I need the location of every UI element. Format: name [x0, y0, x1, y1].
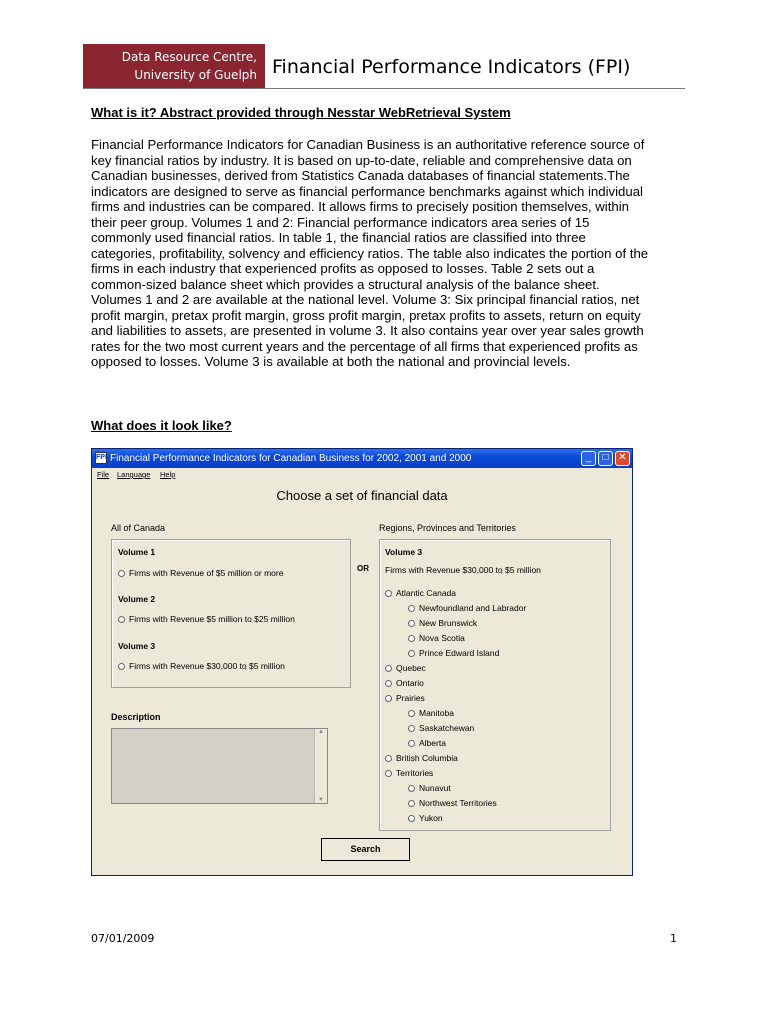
- window-title: Financial Performance Indicators for Canadian Business for 2002, 2001 and 2000: [110, 453, 472, 464]
- search-button[interactable]: Search: [321, 838, 410, 861]
- abstract-line: their peer group. Volumes 1 and 2: Financial performance indicators area series of 15: [91, 214, 590, 230]
- page-number: 1: [670, 932, 677, 945]
- radio-icon[interactable]: [408, 800, 415, 807]
- radio-label: Alberta: [419, 738, 446, 748]
- abstract-line: key financial ratios by industry. It is based on up-to-date, reliable and comprehensive data on: [91, 152, 632, 168]
- regional-volume-3-title: Volume 3: [385, 547, 423, 557]
- abstract-line: Financial Performance Indicators for Canadian Business is an authoritative reference source of: [91, 137, 645, 152]
- radio-nunavut[interactable]: [408, 783, 451, 793]
- radio-icon[interactable]: [408, 815, 415, 822]
- radio-icon[interactable]: [385, 755, 392, 762]
- radio-label: New Brunswick: [419, 618, 478, 628]
- radio-ontario[interactable]: [385, 678, 424, 688]
- radio-icon[interactable]: [118, 663, 125, 670]
- menu-help[interactable]: Help: [160, 470, 176, 479]
- maximize-icon[interactable]: □: [598, 451, 613, 466]
- radio-nova-scotia[interactable]: [408, 633, 465, 643]
- radio-label: Northwest Territories: [419, 798, 497, 808]
- radio-icon[interactable]: [118, 570, 125, 577]
- radio-label: Nunavut: [419, 783, 451, 793]
- abstract-line: opposed to losses. Volume 3 is available at both the national and provincial levels.: [91, 354, 571, 369]
- volume-1-title: Volume 1: [118, 547, 156, 557]
- radio-label: Ontario: [396, 678, 424, 688]
- window-titlebar[interactable]: [92, 449, 632, 468]
- abstract-line: rates for the two most current years and the percentage of all firms that experienced profits as: [91, 338, 638, 354]
- radio-volume-3-national[interactable]: [118, 661, 285, 671]
- radio-territories[interactable]: [385, 768, 433, 778]
- organization-box: [83, 44, 265, 88]
- section-heading-what-is-it: What is it? Abstract provided through Nesstar WebRetrieval System: [91, 105, 511, 120]
- radio-label: Manitoba: [419, 708, 454, 718]
- radio-volume-2[interactable]: [118, 614, 295, 624]
- abstract-line: common-sized balance sheet which provides a structural analysis of the balance sheet.: [91, 276, 600, 292]
- radio-yukon[interactable]: [408, 813, 443, 823]
- radio-label: Firms with Revenue $5 million to $25 million: [129, 614, 295, 624]
- radio-new-brunswick[interactable]: [408, 618, 477, 628]
- radio-label: Territories: [396, 768, 434, 778]
- footer-date: 07/01/2009: [91, 932, 155, 945]
- menu-bar: [92, 468, 632, 481]
- window-client-area: [92, 481, 632, 875]
- radio-icon[interactable]: [408, 635, 415, 642]
- national-volumes-group: [111, 539, 351, 688]
- radio-prairies[interactable]: [385, 693, 425, 703]
- description-scrollbar[interactable]: [314, 729, 327, 803]
- abstract-paragraph: [91, 137, 681, 370]
- radio-icon[interactable]: [408, 620, 415, 627]
- abstract-line: categories, profitability, solvency and efficiency ratios. The table also indicates the portion of the: [91, 245, 649, 261]
- fpi-app-window: [91, 448, 633, 876]
- scroll-down-icon[interactable]: ▼: [318, 797, 324, 803]
- abstract-line: Canadian businesses, derived from Statistics Canada databases of financial statements.The: [91, 168, 630, 183]
- abstract-line: Volumes 1 and 2 are available at the national level. Volume 3: Six principal financial ratios, net: [91, 292, 640, 307]
- regional-volume-group: [379, 539, 611, 831]
- minimize-icon[interactable]: _: [581, 451, 596, 466]
- abstract-line: commonly used financial ratios. In table 1, the financial ratios are classified into three: [91, 230, 586, 245]
- radio-alberta[interactable]: [408, 738, 446, 748]
- radio-atlantic-canada[interactable]: [385, 588, 456, 598]
- radio-icon[interactable]: [118, 616, 125, 623]
- radio-label: Saskatchewan: [419, 723, 475, 733]
- radio-icon[interactable]: [408, 740, 415, 747]
- radio-icon[interactable]: [408, 605, 415, 612]
- abstract-line: profit margin, pretax profit margin, gross profit margin, pretax profits to assets, return on equity: [91, 307, 641, 323]
- abstract-line: firms and industries can be compared. It allows firms to precisely position themselves, within: [91, 199, 629, 214]
- radio-british-columbia[interactable]: [385, 753, 458, 763]
- radio-label: Firms with Revenue $30,000 to $5 million: [129, 661, 285, 671]
- radio-icon[interactable]: [385, 770, 392, 777]
- radio-icon[interactable]: [385, 680, 392, 687]
- close-icon[interactable]: ✕: [615, 451, 630, 466]
- app-icon: FPI: [95, 452, 107, 464]
- dialog-heading: Choose a set of financial data: [276, 488, 448, 503]
- radio-icon[interactable]: [385, 590, 392, 597]
- radio-label: Firms with Revenue of $5 million or more: [129, 568, 284, 578]
- radio-icon[interactable]: [408, 725, 415, 732]
- radio-label: Atlantic Canada: [396, 588, 457, 598]
- regional-volume-3-desc: Firms with Revenue $30,000 to $5 million: [385, 565, 541, 575]
- organization-name-line1: Data Resource Centre,: [121, 50, 257, 64]
- radio-newfoundland[interactable]: [408, 603, 526, 613]
- radio-volume-1[interactable]: [118, 568, 283, 578]
- scroll-up-icon[interactable]: ▲: [318, 729, 324, 735]
- volume-3-title: Volume 3: [118, 641, 156, 651]
- radio-label: Nova Scotia: [419, 633, 465, 643]
- header-divider: [83, 88, 685, 89]
- radio-manitoba[interactable]: [408, 708, 454, 718]
- radio-icon[interactable]: [385, 695, 392, 702]
- radio-icon[interactable]: [408, 650, 415, 657]
- radio-label: Newfoundland and Labrador: [419, 603, 527, 613]
- radio-label: British Columbia: [396, 753, 458, 763]
- radio-label: Quebec: [396, 663, 426, 673]
- abstract-line: and liabilities to assets, are presented in volume 3. It also contains year over year sales growth: [91, 323, 644, 338]
- page-title: Financial Performance Indicators (FPI): [272, 56, 631, 78]
- radio-label: Prince Edward Island: [419, 648, 500, 658]
- menu-language[interactable]: Language: [117, 470, 151, 479]
- abstract-line: firms in each industry that experienced profits as opposed to losses. Table 2 sets out a: [91, 261, 595, 276]
- radio-quebec[interactable]: [385, 663, 426, 673]
- section-heading-what-does-it-look-like: What does it look like?: [91, 418, 232, 433]
- radio-icon[interactable]: [408, 785, 415, 792]
- all-of-canada-label: All of Canada: [111, 523, 166, 533]
- radio-icon[interactable]: [408, 710, 415, 717]
- radio-label: Yukon: [419, 813, 443, 823]
- abstract-line: indicators are designed to serve as financial performance benchmarks against which individual: [91, 183, 643, 199]
- radio-saskatchewan[interactable]: [408, 723, 474, 733]
- or-label: OR: [357, 564, 369, 573]
- radio-label: Prairies: [396, 693, 425, 703]
- organization-name-line2: University of Guelph: [134, 68, 257, 82]
- radio-icon[interactable]: [385, 665, 392, 672]
- description-textarea[interactable]: [111, 728, 328, 804]
- volume-2-title: Volume 2: [118, 594, 156, 604]
- menu-file[interactable]: File: [97, 470, 110, 479]
- regions-label: Regions, Provinces and Territories: [379, 523, 516, 533]
- radio-northwest-territories[interactable]: [408, 798, 497, 808]
- radio-pei[interactable]: [408, 648, 499, 658]
- description-label: Description: [111, 712, 161, 722]
